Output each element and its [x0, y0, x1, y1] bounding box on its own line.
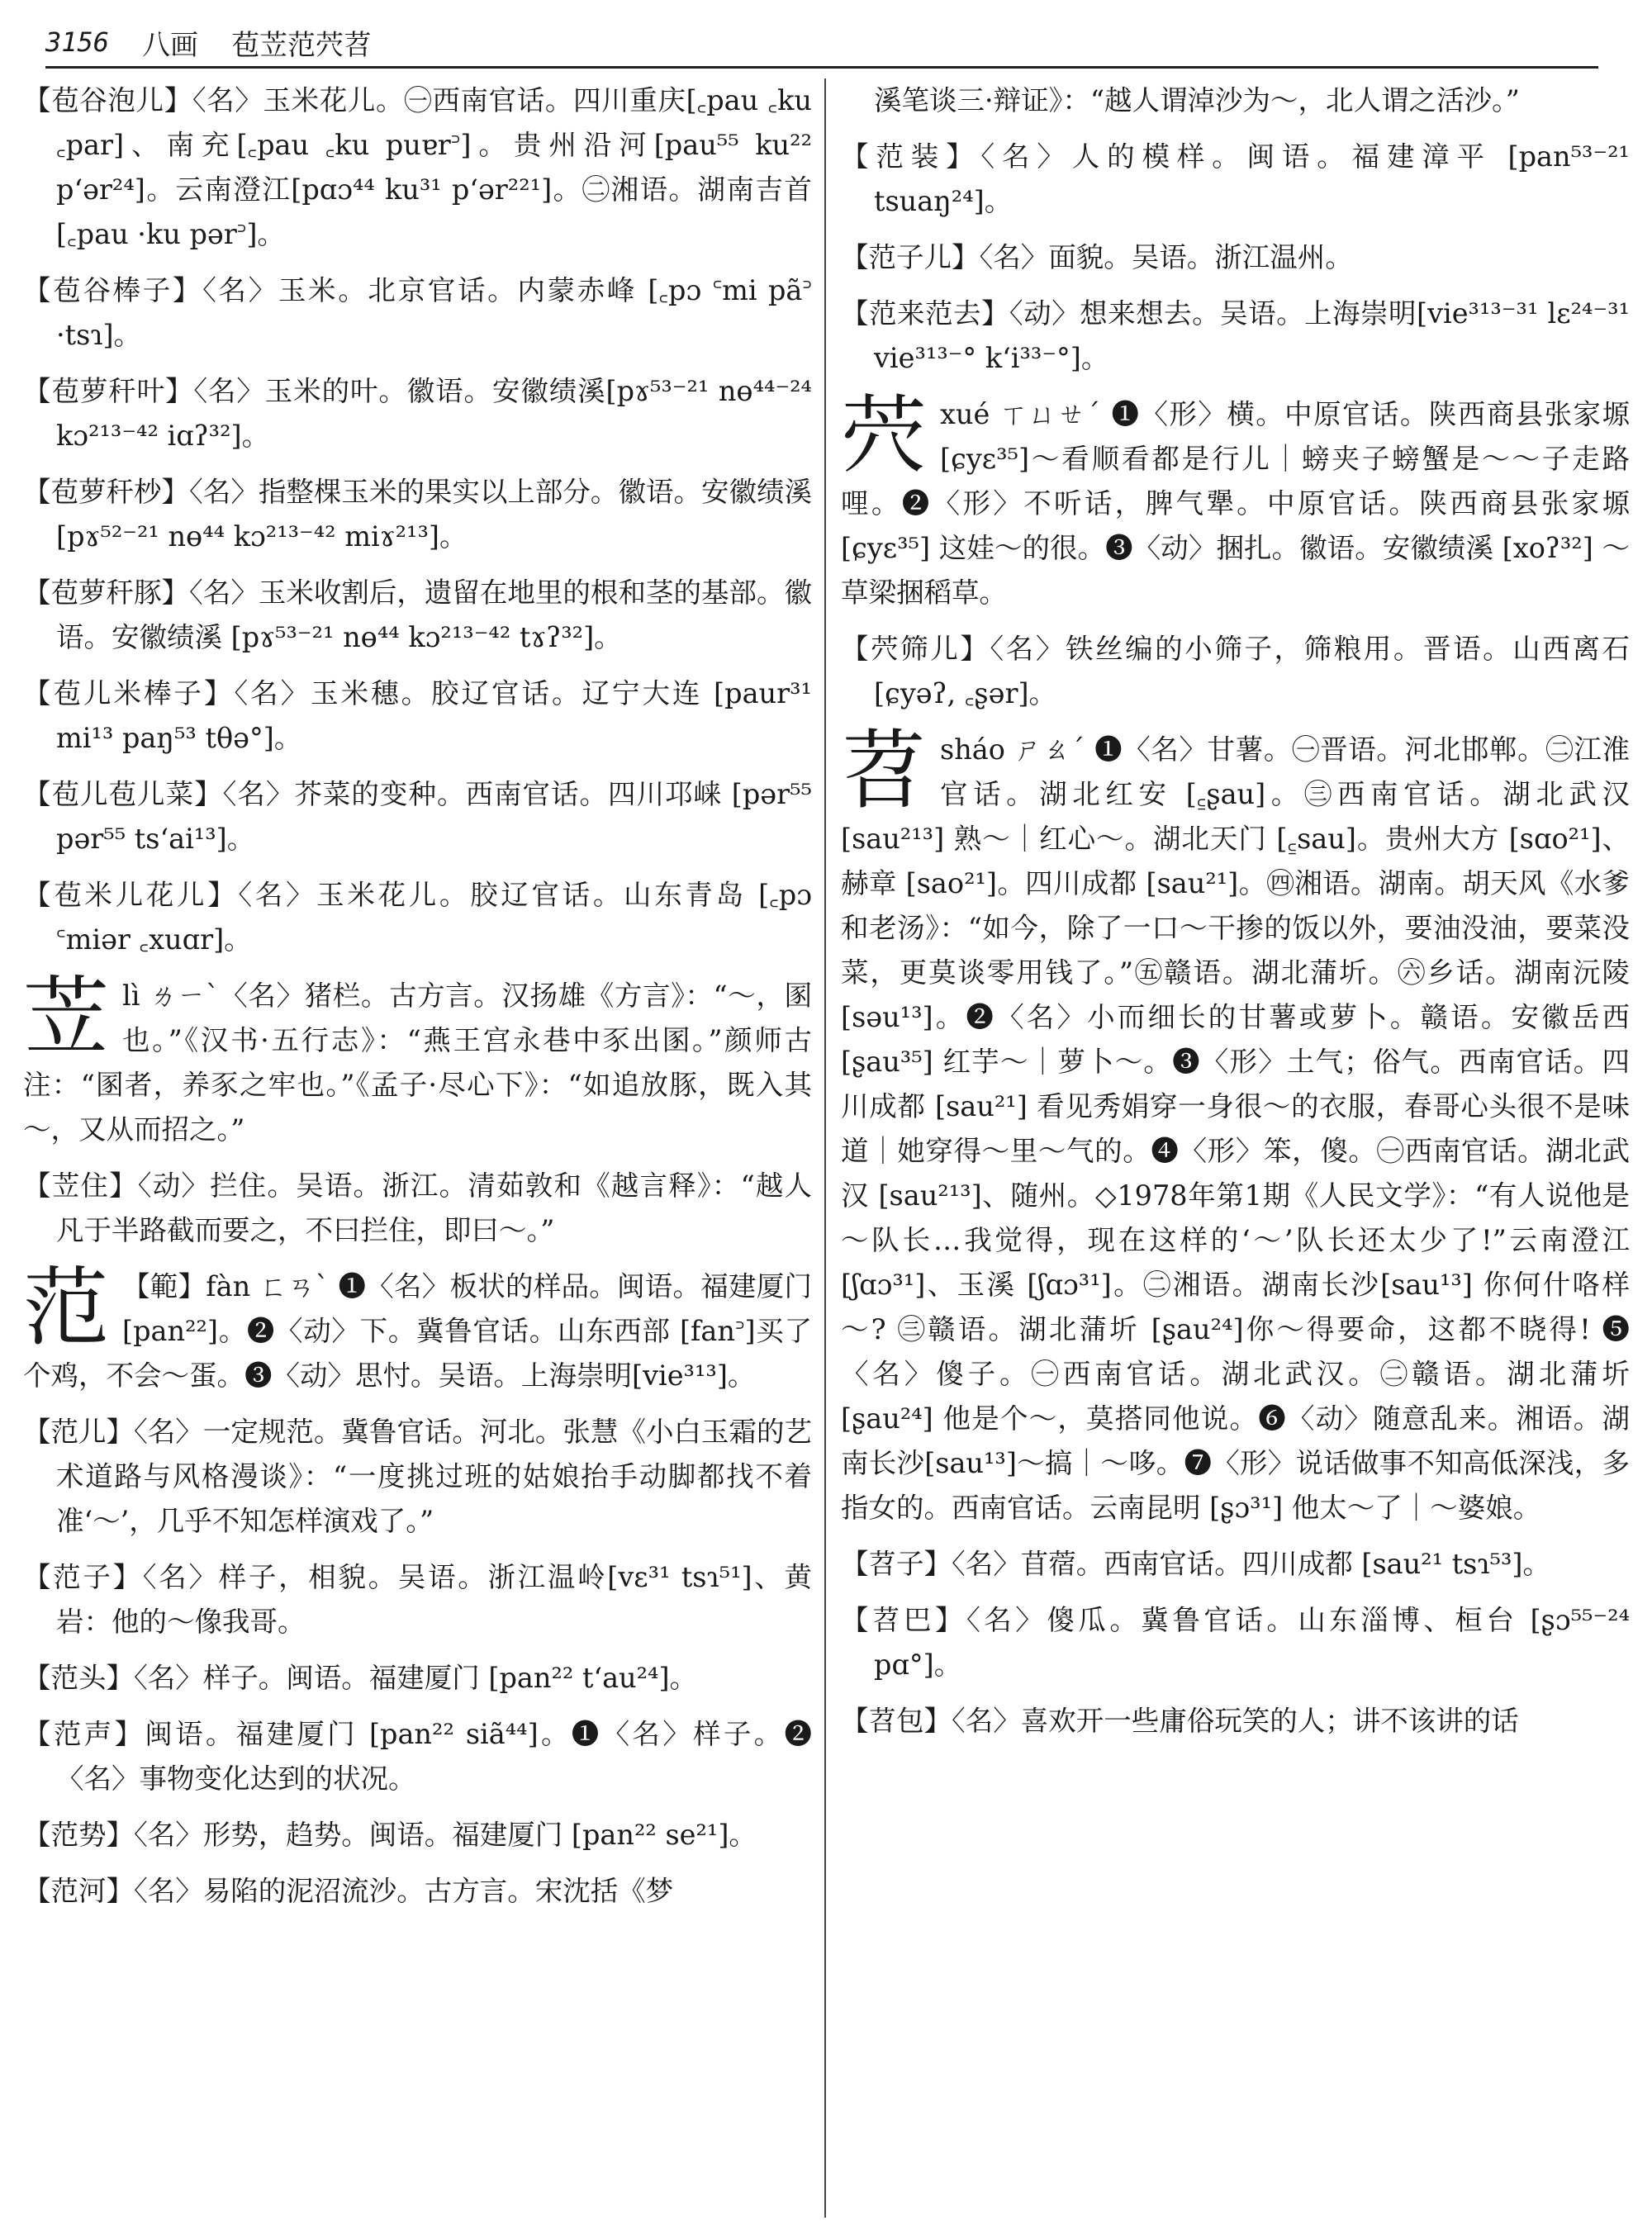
entry-text: 【苞萝秆叶】〈名〉玉米的叶。徽语。安徽绩溪[pɤ⁵³⁻²¹ nɵ⁴⁴⁻²⁴ kɔ²¹³⁻⁴² iɑʔ³²]。: [23, 375, 812, 452]
dictionary-entry-li_char: [23, 974, 812, 1152]
entry-text: 【范子】〈名〉样子，相貌。吴语。浙江温岭[vɛ³¹ tsɿ⁵¹]、黄岩：他的～像我哥。: [23, 1561, 812, 1638]
headword-character: 范: [23, 1264, 110, 1358]
section-label: 八画: [142, 28, 199, 62]
entry-text: 【苞谷泡儿】〈名〉玉米花儿。㊀西南官话。四川重庆[꜀pau ꜀ku ꜀par]、南充[꜀pau ꜀ku puɐr꜄]。贵州沿河[pau⁵⁵ ku²² pʻər²⁴]。云南澄江[pɑɔ⁴⁴ ku³¹ pʻər²²¹]。㊁湘语。湖南吉首 [꜀pau ·ku pər꜄]。: [23, 84, 812, 250]
entry-text: 【苙住】〈动〉拦住。吴语。浙江。清茹敦和《越言释》：“越人凡于半路截而要之，不曰拦住，即曰～。”: [23, 1170, 812, 1246]
dictionary-entry-fanzi: [23, 1555, 812, 1644]
dictionary-entry-faner: [23, 1410, 812, 1544]
dictionary-entry-fantou: [23, 1656, 812, 1701]
page-number: 3156: [45, 26, 110, 58]
entry-text: 【苕巴】〈名〉傻瓜。冀鲁官话。山东淄博、桓台 [ʂɔ⁵⁵⁻²⁴ pɑ°]。: [841, 1604, 1630, 1681]
dictionary-entry-xue_char: [841, 392, 1630, 615]
entry-text: 【范子儿】〈名〉面貌。吴语。浙江温州。: [841, 241, 1353, 273]
entry-text: 【范声】闽语。福建厦门 [pan²² siã⁴⁴]。❶〈名〉样子。❷〈名〉事物变化达到的状况。: [23, 1718, 812, 1795]
entry-text: sháo ㄕㄠˊ ❶〈名〉甘薯。㊀晋语。河北邯郸。㊁江淮官话。湖北红安 [꜁ʂau]。㊂西南官话。湖北武汉[sau²¹³] 熟～｜红心～。湖北天门 [꜁sau]。贵州大方 [sɑo²¹]、赫章 [sao²¹]。四川成都 [sau²¹]。㊃湘语。湖南。胡天风《水爹和老汤》：“如今，除了一口～干掺的饭以外，要油没油，要菜没菜，更莫谈零用钱了。”㊄赣语。湖北蒲圻。㊅乡话。湖南沅陵[səu¹³]。❷〈名〉小而细长的甘薯或萝卜。赣语。安徽岳西 [ʂau³⁵] 红芋～｜萝卜～。❸〈形〉土气；俗气。西南官话。四川成都 [sau²¹] 看见秀娟穿一身很～的衣服，春哥心头很不是味道｜她穿得～里～气的。❹〈形〉笨，傻。㊀西南官话。湖北武汉 [sau²¹³]、随州。◇1978年第1期《人民文学》：“有人说他是～队长…我觉得，现在这样的‘～’队长还太少了!”云南澄江 [ʃɑɔ³¹]、玉溪 [ʃɑɔ³¹]。㊁湘语。湖南长沙[sau¹³] 你何什咯样～? ㊂赣语。湖北蒲圻 [ʂau²⁴]你～得要命，这都不晓得! ❺〈名〉傻子。㊀西南官话。湖北武汉。㊁赣语。湖北蒲圻 [ʂau²⁴] 他是个～，莫搭同他说。❻〈动〉随意乱来。湘语。湖南长沙[sau¹³]～搞｜～哆。❼〈形〉说话做事不知高低深浅，多指女的。西南官话。云南昆明 [ʂɔ³¹] 他太～了｜～婆娘。: [841, 733, 1630, 1524]
dictionary-entry-baoluoganye: [23, 369, 812, 458]
entry-text: lì ㄌㄧˋ〈名〉猪栏。古方言。汉扬雄《方言》：“～，圂也。”《汉书·五行志》：“燕王宫永巷中豕出圂。”颜师古注：“圂者，养豕之牢也。”《孟子·尽心下》：“如追放豚，既入其～，又从而招之。”: [23, 980, 812, 1146]
entry-text: 【范装】〈名〉人的模样。闽语。福建漳平 [pan⁵³⁻²¹ tsuaŋ²⁴]。: [841, 140, 1630, 217]
dictionary-entry-baoermibangzi: [23, 671, 812, 761]
dictionary-entry-fanzhuang: [841, 135, 1630, 224]
entry-text: xué ㄒㄩㄝˊ ❶〈形〉横。中原官话。陕西商县张家塬[ɕyɛ³⁵]～看顺看都是行儿｜螃夹子螃蟹是～～子走路哩。❷〈形〉不听话，脾气犟。中原官话。陕西商县张家塬 [ɕyɛ³⁵] 这娃～的很。❸〈动〉捆扎。徽语。安徽绩溪 [xoʔ³²] ～草梁捆稻草。: [841, 398, 1630, 609]
entry-text: 【苞儿米棒子】〈名〉玉米穗。胶辽官话。辽宁大连 [paur³¹ mi¹³ paŋ⁵³ tθə°]。: [23, 677, 812, 754]
dictionary-entry-baoguhuaer: [23, 78, 812, 257]
entry-text: 【苞米儿花儿】〈名〉玉米花儿。胶辽官话。山东青岛 [꜀pɔ ꜂miər ꜀xuɑr]。: [23, 879, 812, 956]
header-chars: 苞苙范茓苕: [231, 28, 373, 62]
entry-text: 【苞萝秆豚】〈名〉玉米收割后，遗留在地里的根和茎的基部。徽语。安徽绩溪 [pɤ⁵³⁻²¹ nɵ⁴⁴ kɔ²¹³⁻⁴² tɤʔ³²]。: [23, 576, 812, 653]
entry-text: 【苞儿苞儿菜】〈名〉芥菜的变种。西南官话。四川邛崃 [pər⁵⁵ pər⁵⁵ tsʻai¹³]。: [23, 778, 812, 855]
dictionary-entry-shao_char: [841, 728, 1630, 1530]
dictionary-entry-baoerbaoercai: [23, 772, 812, 861]
dictionary-entry-shaoba: [841, 1598, 1630, 1687]
entry-text: 【范势】〈名〉形势，趋势。闽语。福建厦门 [pan²² se²¹]。: [23, 1819, 757, 1851]
dictionary-entry-shaobao: [841, 1699, 1630, 1744]
headword-character: 苕: [841, 728, 928, 821]
entry-text: 【苕子】〈名〉苜蓿。西南官话。四川成都 [sau²¹ tsɿ⁵³]。: [841, 1548, 1550, 1580]
entry-text: 【范儿】〈名〉一定规范。冀鲁官话。河北。张慧《小白玉霜的艺术道路与风格漫谈》：“一度挑过班的姑娘抬手动脚都找不着准‘～’，几乎不知怎样演戏了。”: [23, 1416, 812, 1537]
dictionary-entry-baoluoganzhuo: [23, 571, 812, 660]
dictionary-entry-baogubangzi: [23, 268, 812, 358]
entry-text: 【范头】〈名〉样子。闽语。福建厦门 [pan²² tʻau²⁴]。: [23, 1662, 698, 1694]
entry-text: 【範】fàn ㄈㄢˋ ❶〈名〉板状的样品。闽语。福建厦门[pan²²]。❷〈动〉下。冀鲁官话。山东西部 [fan꜄]买了个鸡，不会～蛋。❸〈动〉思忖。吴语。上海崇明[vie³¹³]。: [23, 1270, 812, 1392]
entry-text: 【苞萝秆杪】〈名〉指整棵玉米的果实以上部分。徽语。安徽绩溪 [pɤ⁵²⁻²¹ nɵ⁴⁴ kɔ²¹³⁻⁴² miɤ²¹³]。: [23, 476, 812, 553]
dictionary-entry-baoluogansha: [23, 470, 812, 559]
entry-text: 【茓筛儿】〈名〉铁丝编的小筛子，筛粮用。晋语。山西离石 [ɕyəʔ, ꜀ʂər]。: [841, 633, 1630, 709]
dictionary-entry-fanhe_cont: [841, 78, 1630, 123]
entry-text: 溪笔谈三·辩证》：“越人谓淖沙为～，北人谓之活沙。”: [874, 84, 1520, 116]
dictionary-entry-baomierhuaer: [23, 873, 812, 962]
dictionary-entry-xueshaier: [841, 627, 1630, 716]
entry-text: 【苞谷棒子】〈名〉玉米。北京官话。内蒙赤峰 [꜀pɔ ꜂mi pã꜄ ·tsɿ]。: [23, 274, 812, 351]
dictionary-entry-fan_char: [23, 1264, 812, 1398]
headword-character: 苙: [23, 974, 110, 1067]
dictionary-entry-fanhe: [23, 1869, 812, 1914]
page-header: [45, 18, 1598, 69]
headword-character: 茓: [841, 392, 928, 486]
entry-text: 【范河】〈名〉易陷的泥沼流沙。古方言。宋沈括《梦: [23, 1875, 674, 1907]
dictionary-entry-fansheng: [23, 1712, 812, 1801]
dictionary-entry-fanlaifanqu: [841, 292, 1630, 381]
dictionary-entry-fanzier: [841, 235, 1630, 280]
left-column: [23, 78, 812, 2218]
right-column: [841, 78, 1630, 2218]
dictionary-entry-lizhu: [23, 1164, 812, 1253]
entry-text: 【苕包】〈名〉喜欢开一些庸俗玩笑的人；讲不该讲的话: [841, 1705, 1519, 1737]
dictionary-entry-fanshi: [23, 1813, 812, 1858]
column-divider: [824, 78, 826, 2218]
dictionary-entry-shaozi: [841, 1542, 1630, 1587]
entry-text: 【范来范去】〈动〉想来想去。吴语。上海崇明[vie³¹³⁻³¹ lɛ²⁴⁻³¹ vie³¹³⁻° kʻi³³⁻°]。: [841, 297, 1630, 374]
